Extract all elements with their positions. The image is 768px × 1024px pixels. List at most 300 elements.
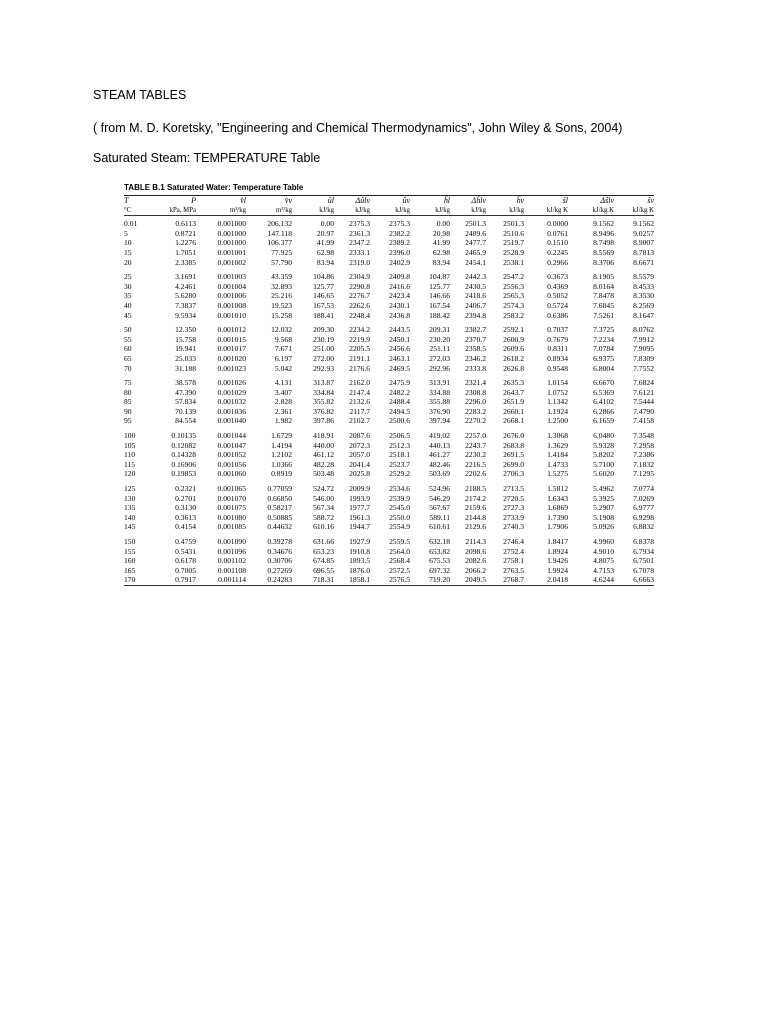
- table-cell: 0.6386: [547, 310, 568, 320]
- table-row: [124, 397, 654, 407]
- table-row: [124, 460, 654, 470]
- table-cell: 2347.2: [349, 238, 370, 248]
- table-cell: 6.6670: [593, 378, 614, 388]
- table-cell: 6.4102: [593, 397, 614, 407]
- table-cell: 85: [124, 397, 132, 407]
- table-cell: 106.377: [267, 238, 292, 248]
- table-row: [124, 388, 654, 398]
- section-heading: Saturated Steam: TEMPERATURE Table: [93, 151, 321, 165]
- table-cell: 2174.2: [465, 493, 486, 503]
- table-cell: 104.86: [313, 272, 334, 282]
- table-cell: 0.001000: [217, 238, 246, 248]
- table-cell: 7.1832: [633, 459, 654, 469]
- table-cell: 2600.9: [503, 334, 524, 344]
- table-cell: 1.7390: [547, 512, 568, 522]
- column-unit: kPa, MPa: [169, 206, 196, 214]
- table-cell: 7.671: [274, 344, 292, 354]
- table-cell: 0.001075: [217, 503, 246, 513]
- table-cell: 0.00: [436, 219, 450, 229]
- table-cell: 2482.2: [389, 387, 410, 397]
- table-cell: 292.96: [429, 363, 450, 373]
- table-cell: 8.4533: [633, 281, 654, 291]
- table-cell: 50: [124, 325, 132, 335]
- steam-table-figure: [124, 183, 654, 586]
- table-cell: 1.3068: [547, 431, 568, 441]
- table-cell: 6.1659: [593, 416, 614, 426]
- table-cell: 167.53: [313, 300, 334, 310]
- table-cell: 8.2569: [633, 300, 654, 310]
- table-row: [124, 229, 654, 239]
- table-cell: 0.16906: [171, 459, 196, 469]
- table-cell: 1.8924: [547, 546, 568, 556]
- table-cell: 6.8004: [593, 363, 614, 373]
- table-cell: 0.001052: [217, 450, 246, 460]
- table-cell: 697.32: [429, 565, 450, 575]
- table-cell: 2230.2: [465, 450, 486, 460]
- table-cell: 0.34676: [267, 546, 292, 556]
- table-cell: 2583.2: [503, 310, 524, 320]
- table-cell: 41.99: [432, 238, 450, 248]
- table-cell: 2529.2: [389, 469, 410, 479]
- table-cell: 2162.0: [349, 378, 370, 388]
- table-cell: 2276.7: [349, 291, 370, 301]
- table-cell: 55: [124, 334, 132, 344]
- table-cell: 1.4194: [271, 440, 292, 450]
- table-cell: 125: [124, 484, 136, 494]
- table-cell: 9.5934: [175, 310, 196, 320]
- table-cell: 2506.5: [389, 431, 410, 441]
- table-cell: 2382.7: [465, 325, 486, 335]
- table-cell: 7.3548: [633, 431, 654, 441]
- table-cell: 84.554: [175, 416, 196, 426]
- table-cell: 150: [124, 537, 136, 546]
- table-cell: 546.00: [313, 493, 334, 503]
- table-cell: 25: [124, 272, 132, 282]
- table-row: [124, 522, 654, 532]
- table-cell: 2234.2: [349, 325, 370, 335]
- table-cell: 1.8417: [547, 537, 568, 546]
- table-cell: 0.4154: [175, 522, 196, 532]
- table-cell: 1.0366: [271, 459, 292, 469]
- table-cell: 251.00: [313, 344, 334, 354]
- table-cell: 2375.3: [349, 219, 370, 229]
- header-unit-row: [124, 206, 654, 216]
- table-cell: 9.1562: [633, 219, 654, 229]
- table-cell: 355.88: [429, 397, 450, 407]
- table-cell: 2572.5: [389, 565, 410, 575]
- table-cell: 2144.8: [465, 512, 486, 522]
- table-cell: 20.98: [432, 228, 450, 238]
- table-cell: 4.2461: [175, 281, 196, 291]
- column-symbol: ĥl: [443, 196, 450, 205]
- table-cell: 1858.1: [349, 575, 370, 585]
- table-cell: 0.001008: [217, 300, 246, 310]
- table-row: [124, 354, 654, 364]
- table-cell: 631.66: [313, 537, 334, 546]
- table-cell: 3.407: [274, 387, 292, 397]
- table-cell: 0.001060: [217, 469, 246, 479]
- table-cell: 1944.7: [349, 522, 370, 532]
- table-cell: 0.001012: [217, 325, 246, 335]
- table-cell: 0.8721: [175, 228, 196, 238]
- table-cell: 2733.9: [503, 512, 524, 522]
- table-cell: 2396.0: [389, 247, 410, 257]
- table-cell: 25.033: [175, 353, 196, 363]
- table-cell: 146.65: [313, 291, 334, 301]
- table-cell: 2418.6: [465, 291, 486, 301]
- table-cell: 0.7005: [175, 565, 196, 575]
- table-cell: 230.19: [313, 334, 334, 344]
- saturated-water-table: [124, 196, 654, 585]
- table-row: [124, 441, 654, 451]
- table-cell: 7.9095: [633, 344, 654, 354]
- table-cell: 0.7037: [547, 325, 568, 335]
- table-cell: 12.032: [271, 325, 292, 335]
- table-cell: 0.001010: [217, 310, 246, 320]
- table-cell: 0.2966: [547, 257, 568, 267]
- table-cell: 6.6663: [633, 575, 654, 585]
- table-cell: 0.001108: [217, 565, 246, 575]
- table-cell: 0.5431: [175, 546, 196, 556]
- table-cell: 5.042: [274, 363, 292, 373]
- table-cell: 0.001003: [217, 272, 246, 282]
- table-cell: 0.9548: [547, 363, 568, 373]
- table-cell: 0.2321: [175, 484, 196, 494]
- table-cell: 8.1647: [633, 310, 654, 320]
- table-cell: 2576.5: [389, 575, 410, 585]
- table-cell: 1977.7: [349, 503, 370, 513]
- table-cell: 1.7906: [547, 522, 568, 532]
- table-cell: 209.31: [429, 325, 450, 335]
- table-cell: 2564.0: [389, 546, 410, 556]
- table-cell: 0.001036: [217, 406, 246, 416]
- table-cell: 2358.5: [465, 344, 486, 354]
- table-row: [124, 575, 654, 585]
- table-cell: 2205.5: [349, 344, 370, 354]
- table-cell: 461.12: [313, 450, 334, 460]
- column-symbol: T: [124, 196, 129, 205]
- table-cell: 2727.3: [503, 503, 524, 513]
- table-cell: 0.001029: [217, 387, 246, 397]
- column-unit: kJ/kg: [509, 206, 524, 214]
- table-cell: 2430.1: [389, 300, 410, 310]
- table-cell: 1910.8: [349, 546, 370, 556]
- table-cell: 5.4962: [593, 484, 614, 494]
- table-cell: 313.87: [313, 378, 334, 388]
- table-cell: 610.61: [429, 522, 450, 532]
- table-row: [124, 566, 654, 576]
- table-cell: 0.12082: [171, 440, 196, 450]
- table-cell: 5.7100: [593, 459, 614, 469]
- table-cell: 0.7679: [547, 334, 568, 344]
- table-row: [124, 267, 654, 282]
- table-cell: 9.0257: [633, 228, 654, 238]
- document-title: STEAM TABLES: [93, 88, 187, 102]
- table-cell: 4.8075: [593, 556, 614, 566]
- table-cell: 2257.0: [465, 431, 486, 441]
- table-cell: 2346.2: [465, 353, 486, 363]
- column-unit: kJ/kg K: [546, 206, 568, 214]
- table-row: [124, 291, 654, 301]
- table-cell: 2565.3: [503, 291, 524, 301]
- table-cell: 2758.1: [503, 556, 524, 566]
- table-cell: 0.4369: [547, 281, 568, 291]
- table-cell: 40: [124, 300, 132, 310]
- table-cell: 90: [124, 406, 132, 416]
- table-cell: 0.7917: [175, 575, 196, 585]
- table-cell: 70: [124, 363, 132, 373]
- table-cell: 130: [124, 493, 136, 503]
- table-cell: 0.001040: [217, 416, 246, 426]
- table-cell: 461.27: [429, 450, 450, 460]
- table-row: [124, 320, 654, 335]
- table-cell: 6.9298: [633, 512, 654, 522]
- table-cell: 376.82: [313, 406, 334, 416]
- table-cell: 7.5261: [593, 310, 614, 320]
- table-cell: 147.118: [267, 228, 292, 238]
- table-cell: 2519.7: [503, 238, 524, 248]
- table-cell: 4.9960: [593, 537, 614, 546]
- table-cell: 588.72: [313, 512, 334, 522]
- table-cell: 2768.7: [503, 575, 524, 585]
- table-cell: 632.18: [429, 537, 450, 546]
- table-cell: 2501.3: [465, 219, 486, 229]
- table-cell: 718.31: [313, 575, 334, 585]
- table-cell: 1.9924: [547, 565, 568, 575]
- table-cell: 2216.5: [465, 459, 486, 469]
- table-cell: 610.16: [313, 522, 334, 532]
- table-cell: 2740.3: [503, 522, 524, 532]
- table-row: [124, 503, 654, 513]
- table-cell: 47.390: [175, 387, 196, 397]
- table-cell: 524.96: [429, 484, 450, 494]
- table-cell: 6.5369: [593, 387, 614, 397]
- table-cell: 567.34: [313, 503, 334, 513]
- table-cell: 2308.8: [465, 387, 486, 397]
- table-cell: 0.001047: [217, 440, 246, 450]
- table-cell: 2528.9: [503, 247, 524, 257]
- table-cell: 8.7813: [633, 247, 654, 257]
- table-cell: 8.5569: [593, 247, 614, 257]
- table-cell: 2117.7: [349, 406, 370, 416]
- table-cell: 2706.3: [503, 469, 524, 479]
- table-cell: 2475.9: [389, 378, 410, 388]
- table-cell: 38.578: [175, 378, 196, 388]
- table-cell: 1893.5: [349, 556, 370, 566]
- table-cell: 2132.6: [349, 397, 370, 407]
- table-cell: 0.77059: [267, 484, 292, 494]
- header-symbol-row: [124, 196, 654, 206]
- table-row: [124, 282, 654, 292]
- column-unit: m³/kg: [275, 206, 292, 214]
- table-cell: 653.23: [313, 546, 334, 556]
- table-cell: 5.3925: [593, 493, 614, 503]
- table-cell: 2538.1: [503, 257, 524, 267]
- table-cell: 8.1905: [593, 272, 614, 282]
- table-cell: 0.5052: [547, 291, 568, 301]
- table-cell: 1.6869: [547, 503, 568, 513]
- table-cell: 2720.5: [503, 493, 524, 503]
- table-cell: 0.27269: [267, 565, 292, 575]
- table-cell: 0.8934: [547, 353, 568, 363]
- source-citation: ( from M. D. Koretsky, "Engineering and Chemical Thermodynamics", John Wiley & Sons, 2004): [93, 121, 623, 135]
- table-cell: 0.39278: [267, 537, 292, 546]
- table-cell: 292.93: [313, 363, 334, 373]
- table-cell: 0.2701: [175, 493, 196, 503]
- table-cell: 2746.4: [503, 537, 524, 546]
- table-cell: 2382.2: [389, 228, 410, 238]
- table-cell: 20.97: [316, 228, 334, 238]
- table-cell: 2009.9: [349, 484, 370, 494]
- table-cell: 83.94: [432, 257, 450, 267]
- table-cell: 188.41: [313, 310, 334, 320]
- table-cell: 15.758: [175, 334, 196, 344]
- table-cell: 2333.1: [349, 247, 370, 257]
- table-cell: 2147.4: [349, 387, 370, 397]
- table-cell: 1.4733: [547, 459, 568, 469]
- table-cell: 120: [124, 469, 136, 479]
- table-cell: 105: [124, 440, 136, 450]
- table-cell: 57.834: [175, 397, 196, 407]
- table-cell: 5.0926: [593, 522, 614, 532]
- table-cell: 2296.0: [465, 397, 486, 407]
- table-cell: 1.3629: [547, 440, 568, 450]
- table-row: [124, 311, 654, 321]
- table-cell: 2539.9: [389, 493, 410, 503]
- table-cell: 0.001000: [217, 228, 246, 238]
- table-cell: 167.54: [429, 300, 450, 310]
- table-row: [124, 416, 654, 426]
- table-cell: 8.7498: [593, 238, 614, 248]
- table-cell: 7.5444: [633, 397, 654, 407]
- table-cell: 503.69: [429, 469, 450, 479]
- table-cell: 719.20: [429, 575, 450, 585]
- table-bottom-rule: [124, 585, 654, 586]
- table-cell: 0.3673: [547, 272, 568, 282]
- table-cell: 8.0164: [593, 281, 614, 291]
- table-cell: 19.523: [271, 300, 292, 310]
- table-cell: 31.188: [175, 363, 196, 373]
- table-cell: 12.350: [175, 325, 196, 335]
- table-cell: 2609.6: [503, 344, 524, 354]
- column-symbol: ŝv: [647, 196, 654, 205]
- table-cell: 0.50885: [267, 512, 292, 522]
- table-cell: 1927.9: [349, 537, 370, 546]
- column-unit: kJ/kg: [395, 206, 410, 214]
- table-cell: 7.0784: [593, 344, 614, 354]
- table-cell: 6.7078: [633, 565, 654, 575]
- table-cell: 80: [124, 387, 132, 397]
- table-cell: 0.1510: [547, 238, 568, 248]
- table-cell: 2375.3: [389, 219, 410, 229]
- table-cell: 397.86: [313, 416, 334, 426]
- table-cell: 4.6244: [593, 575, 614, 585]
- table-row: [124, 547, 654, 557]
- table-cell: 9.568: [274, 334, 292, 344]
- table-cell: 0.01: [124, 219, 138, 229]
- table-cell: 2443.5: [389, 325, 410, 335]
- table-cell: 2098.6: [465, 546, 486, 556]
- table-cell: 2248.4: [349, 310, 370, 320]
- table-cell: 2683.8: [503, 440, 524, 450]
- table-cell: 104.87: [429, 272, 450, 282]
- column-unit: kJ/kg: [355, 206, 370, 214]
- table-cell: 0.6178: [175, 556, 196, 566]
- table-cell: 2523.7: [389, 459, 410, 469]
- column-symbol: Δûlv: [355, 196, 370, 205]
- table-cell: 482.28: [313, 459, 334, 469]
- table-cell: 7.6845: [593, 300, 614, 310]
- table-cell: 0.001080: [217, 512, 246, 522]
- table-cell: 334.84: [313, 387, 334, 397]
- table-cell: 5.6280: [175, 291, 196, 301]
- table-cell: 2477.7: [465, 238, 486, 248]
- table-cell: 524.72: [313, 484, 334, 494]
- table-cell: 2500.6: [389, 416, 410, 426]
- table-cell: 70.139: [175, 406, 196, 416]
- table-cell: 7.8309: [633, 353, 654, 363]
- table-cell: 75: [124, 378, 132, 388]
- table-cell: 77.925: [271, 247, 292, 257]
- table-cell: 0.66850: [267, 493, 292, 503]
- table-cell: 32.893: [271, 281, 292, 291]
- column-symbol: Δŝlv: [600, 196, 614, 205]
- table-cell: 0.3130: [175, 503, 196, 513]
- table-cell: 418.91: [313, 431, 334, 441]
- column-unit: m³/kg: [229, 206, 246, 214]
- table-cell: 0.0761: [547, 228, 568, 238]
- table-cell: 1.1924: [547, 406, 568, 416]
- table-cell: 7.3725: [593, 325, 614, 335]
- table-cell: 696.55: [313, 565, 334, 575]
- table-cell: 2129.6: [465, 522, 486, 532]
- column-symbol: ĥv: [516, 196, 524, 205]
- table-cell: 2191.1: [349, 353, 370, 363]
- table-cell: 1.6343: [547, 493, 568, 503]
- table-cell: 30: [124, 281, 132, 291]
- table-cell: 1.0752: [547, 387, 568, 397]
- table-cell: 653.82: [429, 546, 450, 556]
- table-cell: 0.5724: [547, 300, 568, 310]
- table-cell: 0.6113: [175, 219, 196, 229]
- table-cell: 2243.7: [465, 440, 486, 450]
- table-cell: 1.1342: [547, 397, 568, 407]
- table-cell: 2713.5: [503, 484, 524, 494]
- table-cell: 0.001006: [217, 291, 246, 301]
- table-cell: 2489.6: [465, 228, 486, 238]
- table-cell: 7.2958: [633, 440, 654, 450]
- table-cell: 2102.7: [349, 416, 370, 426]
- table-cell: 2406.7: [465, 300, 486, 310]
- table-cell: 1.4184: [547, 450, 568, 460]
- table-row: [124, 301, 654, 311]
- table-cell: 2394.8: [465, 310, 486, 320]
- table-cell: 5.1908: [593, 512, 614, 522]
- table-cell: 2188.5: [465, 484, 486, 494]
- table-cell: 0.44632: [267, 522, 292, 532]
- table-cell: 125.77: [313, 281, 334, 291]
- table-cell: 8.3706: [593, 257, 614, 267]
- table-cell: 1.9426: [547, 556, 568, 566]
- column-unit: kJ/kg: [435, 206, 450, 214]
- table-cell: 62.98: [316, 247, 334, 257]
- table-cell: 0.58217: [267, 503, 292, 513]
- table-cell: 6.8832: [633, 522, 654, 532]
- table-cell: 6.9375: [593, 353, 614, 363]
- column-unit: kJ/kg K: [632, 206, 654, 214]
- table-cell: 567.67: [429, 503, 450, 513]
- column-symbol: v̂l: [240, 196, 246, 205]
